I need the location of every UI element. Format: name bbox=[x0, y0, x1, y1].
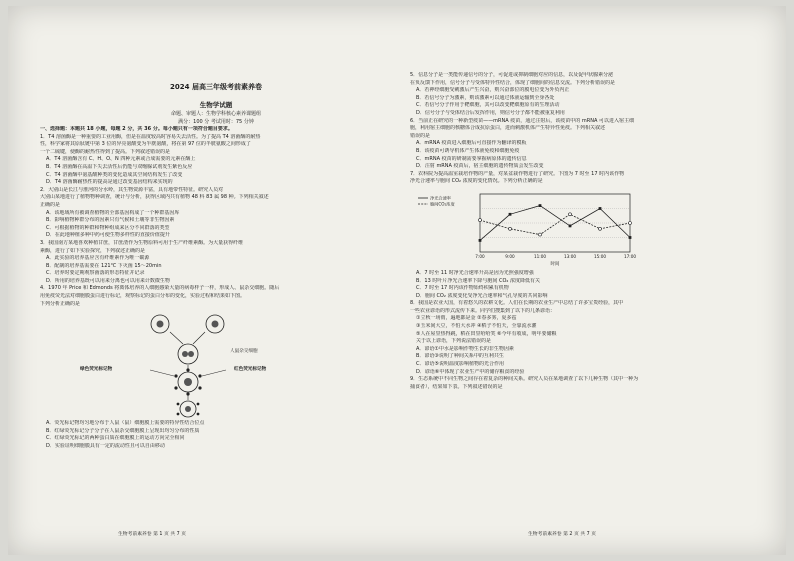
subject-title: 生物学试题 bbox=[199, 101, 233, 109]
right-page bbox=[410, 72, 766, 526]
answer-option: C．培养时要定期观察菌落的形态特征并记录 bbox=[46, 270, 145, 277]
question-text: 用免疫荧光法对细胞膜蛋白进行标记，观察标记的蛋白分布的变化，实验过程和结果如下图。 bbox=[40, 293, 246, 300]
question-text: 9．生态系统中不同生物之间存在着复杂的种间关系。研究人员在某地调查了以下几种生物（其中一种为 bbox=[410, 376, 639, 383]
data-point bbox=[599, 227, 602, 230]
question-text: 性，科学家将其原肽链中第 3 位的异亮氨酸变为半胱氨酸，将在第 97 位的半胱氨酸之间形成了 bbox=[40, 141, 251, 148]
data-point bbox=[539, 233, 542, 236]
answer-option: D．胞间 CO₂ 浓度变化受净光合速率和气孔导度的共同影响 bbox=[416, 292, 548, 299]
question-text: 正确的是 bbox=[40, 201, 61, 208]
answer-option: A．荧光标记物均匀地分布于人鼠（鼠）细胞膜上需要的特异性结合位点 bbox=[46, 420, 205, 427]
answer-option: D．信号分子与受体结合后发挥作用，则信号分子都不能被重复利用 bbox=[416, 109, 565, 116]
exam-meta-score-time: 满分：100 分 考试用时：75 分钟 bbox=[178, 118, 254, 125]
question-5 bbox=[410, 72, 766, 118]
answer-option: B．若信号分子为激素，则该激素可以通过体液运输到全身各处 bbox=[416, 94, 555, 101]
x-tick-label: 15:00 bbox=[593, 253, 607, 259]
question-text: 一个二硫键，使酶的耐热性得到了提高。下列叙述错误的是 bbox=[40, 148, 171, 155]
question-text: 捕食者），结果如下表。下列叙述错误的是 bbox=[410, 383, 503, 390]
question-text: 一些农业谚语的形式流传下来。同学们搜集到了以下的几条谚语： bbox=[410, 307, 556, 314]
question-text: 错误的是 bbox=[410, 132, 431, 139]
answer-option: C．若信号分子作用于靶细胞，其可以改变靶细胞原有的生理活动 bbox=[416, 102, 560, 109]
answer-option: D．谚语⑥中体现了农业生产中的储存粮食的经验 bbox=[416, 368, 525, 375]
question-4 bbox=[40, 285, 392, 450]
answer-option: C．可根据植物的种群和物种组成来区分不同群落的类型 bbox=[46, 224, 170, 231]
answer-option: D．在此地种植多种中药可使生物多样性的直接价值提升 bbox=[46, 232, 170, 239]
answer-option: D．T4 溶菌酶耐热性的提高是通过改变基因结构来实现的 bbox=[46, 179, 173, 186]
answer-option: C．谚语⑤说明温度影响植物的光合作用 bbox=[416, 361, 504, 368]
photosynthesis-chart bbox=[410, 188, 766, 268]
question-3 bbox=[40, 240, 392, 286]
fused-cell bbox=[178, 344, 198, 364]
question-text: 1．T4 溶菌酶是一种重要的工业用酶，但是在温度较高时容易失去活性。为了提高 T4 溶菌酶的耐热 bbox=[40, 133, 261, 140]
question-2 bbox=[40, 187, 392, 240]
data-point bbox=[479, 239, 482, 242]
fused-cell-labeled bbox=[174, 369, 201, 396]
proverb-list-item: ①立秋一场雨，遍地都是金 ②春多雾，夏多雹 bbox=[416, 315, 517, 322]
page-footer-left: 生物考前素养卷 第 1 页 共 7 页 bbox=[118, 532, 187, 537]
question-text: 关于以上谚语，下列说法错误的是 bbox=[416, 338, 492, 345]
fused-cell-mixed bbox=[177, 401, 200, 417]
answer-option: B．红绿荧光标记分子分子在人鼠杂交细胞膜上呈现出均匀分布的性质 bbox=[46, 427, 200, 434]
data-point bbox=[539, 204, 542, 207]
red-marker-label: 红色荧光标记物 bbox=[234, 367, 267, 373]
answer-option: A．此实验的培养基应含有纤维素作为唯一碳源 bbox=[46, 255, 150, 262]
question-text: 素酶，进行了如下实验探究，下列叙述正确的是 bbox=[40, 247, 146, 254]
green-marker-label: 绿色荧光标记物 bbox=[80, 367, 113, 373]
question-7 bbox=[410, 171, 766, 301]
question-text: 4．1970 年 Price 和 Edmonds 将离体培养的人细胞感染大量的病毒样子一样，形成人、鼠杂交细胞。随后 bbox=[40, 285, 280, 292]
cell-fusion-figure bbox=[40, 310, 392, 418]
question-6 bbox=[410, 118, 766, 171]
question-text: 净光合速率与胞间 CO₂ 浓度的变化情况。下列分析正确的是 bbox=[410, 178, 543, 185]
answer-option: C．mRNA 疫苗的研制需要掌握病原体的遗传信息 bbox=[416, 155, 527, 162]
data-point bbox=[629, 221, 632, 224]
left-page bbox=[40, 66, 392, 520]
data-point bbox=[599, 207, 602, 210]
answer-option: D．注射 mRNA 疫苗后，宿主细胞的遗传物质会发生改变 bbox=[416, 163, 544, 170]
line-chart-svg bbox=[410, 188, 660, 268]
exam-title: 2024 届高三年级考前素养卷 bbox=[170, 83, 262, 91]
data-point bbox=[509, 227, 512, 230]
series-line bbox=[480, 214, 630, 234]
question-text: 3．我国南方某地喜欢种植甘蔗，甘蔗渣作为生物原料可用于生产纤维素酶。为大量获得纤维 bbox=[40, 239, 244, 246]
page-footer-right: 生物考前素养卷 第 2 页 共 7 页 bbox=[528, 532, 597, 537]
x-tick-label: 7:00 bbox=[475, 253, 485, 259]
question-8 bbox=[410, 300, 766, 376]
proverb-list-item: ⑤人在屋里热得跳，稻在田里哈哈笑 ⑥今年有收成，明年要储粮 bbox=[416, 330, 557, 337]
question-text: 8．我国是农业大国，有着悠久的农耕文化。人们在长期的农业生产中总结了许多宝贵经验，其中 bbox=[410, 300, 624, 307]
answer-option: B．配制的培养基需要在 121℃ 下灭菌 15～20min bbox=[46, 262, 162, 269]
answer-option: A．T4 溶菌酶含有 C、H、O、N 四种元素或合成需要的元素在酶上 bbox=[46, 156, 196, 163]
question-text: 大别山某地进行了植物物种调查，统计与分析，获得区域内共有植物 48 科 83 属 98 种。下列相关叙述 bbox=[40, 194, 269, 201]
exam-meta-authors: 命题、审题人：生物学科核心素养课题组 bbox=[170, 111, 261, 117]
scanned-exam-sheet bbox=[8, 6, 786, 555]
legend-label: 胞间CO₂浓度 bbox=[430, 201, 455, 207]
answer-option: B．T4 溶菌酶在高温下失去活性后仍能与双缩脲试剂发生紫色反应 bbox=[46, 163, 193, 170]
answer-option: C．7 时至 17 时内该作物始终积累有机物 bbox=[416, 285, 509, 292]
answer-option: A．若神经细胞受刺激后产生兴奋，则兴奋部位的膜电位变为外负内正 bbox=[416, 87, 570, 94]
question-text: 2．大别山是长江与淮河的分水岭，其生物资源丰富，具有地带性特征。研究人员对 bbox=[40, 186, 224, 193]
question-9 bbox=[410, 376, 766, 391]
proverb-list-item: ③玉米间大豆，不怕大水冲 ④稻子不怕天，全靠流水灌 bbox=[416, 323, 537, 330]
answer-option: A．7 时至 11 时净光合速率升高是因为光照强度增强 bbox=[416, 269, 534, 276]
answer-option: A．该地域所有被调查植物的全部基因构成了一个种群基因库 bbox=[46, 209, 180, 216]
answer-option: C．红绿荧光标记的两种蛋白质在细胞膜上的运动方向完全相同 bbox=[46, 435, 185, 442]
data-point bbox=[569, 224, 572, 227]
data-point bbox=[629, 236, 632, 239]
answer-option: C．T4 溶菌酶中氨基酸种类的变化造成其空间结构发生了改变 bbox=[46, 171, 183, 178]
hybrid-cell-label: 人鼠杂交细胞 bbox=[230, 349, 258, 355]
x-tick-label: 11:00 bbox=[533, 253, 547, 259]
cell-fusion-diagram bbox=[40, 310, 340, 418]
answer-option: B．13 时叶片净光合速率下降与胞间 CO₂ 浓度降低有关 bbox=[416, 277, 540, 284]
section-heading: 一、选择题：本题共 18 小题，每题 2 分，共 36 分。每小题只有一项符合题目要求。 bbox=[40, 126, 233, 132]
x-tick-label: 13:00 bbox=[563, 253, 577, 259]
answer-option: B．谚语③说明了种间关系中的互利共生 bbox=[416, 353, 504, 360]
data-point bbox=[509, 213, 512, 216]
answer-option: A．mRNA 疫苗进入细胞后可直接作为翻译的模板 bbox=[416, 140, 527, 147]
x-tick-label: 9:00 bbox=[505, 253, 515, 259]
data-point bbox=[479, 219, 482, 222]
x-tick-label: 17:00 bbox=[623, 253, 637, 259]
answer-option: D．实验证明细胞膜具有一定的流动性且可以自由移动 bbox=[46, 443, 165, 450]
question-text: 下列分析正确的是 bbox=[40, 300, 81, 307]
answer-option: D．所用的培养基既可以用来分离也可以用来计数微生物 bbox=[46, 277, 170, 284]
data-point bbox=[569, 213, 572, 216]
question-text: 6．当前正在研究的一种新型疫苗——mRNA 疫苗，通过注射后，该疫苗中的 mRNA 可以进入宿主细 bbox=[410, 117, 634, 124]
question-text: 7．农科院为提高温室栽培作物的产量，对某盆栽作物进行了研究。下图为 7 时至 17 时内该作物 bbox=[410, 170, 625, 177]
question-text: 5．信息分子是一类能传递信号的分子，可促进或抑制细胞对应的信息，以及促甲状腺素分泌 bbox=[410, 72, 614, 78]
answer-option: A．谚语①中水是影响作物生长的非生物因素 bbox=[416, 345, 514, 352]
question-1 bbox=[40, 134, 392, 187]
answer-option: B．该疫苗可诱导机体产生体液免疫和细胞免疫 bbox=[416, 147, 520, 154]
legend-label: 净光合速率 bbox=[430, 195, 451, 201]
question-text: 胞，利用宿主细胞的核糖体合成抗原蛋白，进而刺激机体产生特异性免疫。下列相关叙述 bbox=[410, 125, 606, 132]
question-text: 在负反馈下作用，信号分子与受体特异性结合，体现了细胞间的信息交流。下列分析错误的是 bbox=[410, 79, 616, 86]
x-axis-label: 时间 bbox=[550, 261, 560, 267]
human-cell bbox=[206, 315, 224, 333]
answer-option: B．影响植物种群分布的因素只有气候和土壤等非生物因素 bbox=[46, 217, 175, 224]
mouse-cell bbox=[151, 315, 169, 333]
